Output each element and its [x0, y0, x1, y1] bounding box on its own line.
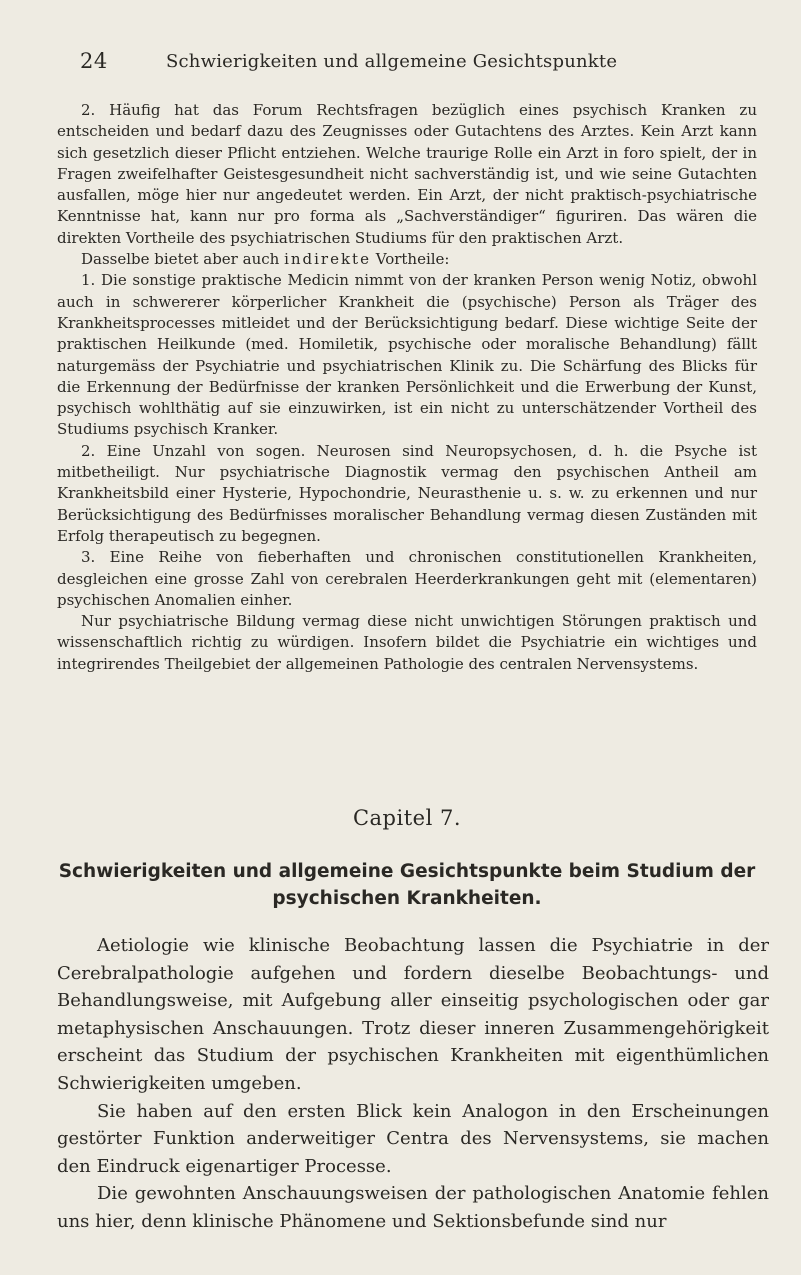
chapter-title-line-1: Schwierigkeiten und allgemeine Gesichtspunkte beim Studium der [58, 861, 756, 882]
paragraph-point-2: 2. Eine Unzahl von sogen. Neurosen sind Neuropsychosen, d. h. die Psyche ist mitbetheiligt. Nur psychiatrische Diagnostik vermag den psychischen Antheil am Krankheitsbild einer Hysterie, Hypochondrie, Neurasthenie u. s. w. zu erkennen und nur Berücksichtigung des Bedürfnisses moralischer Behandlung vermag diesen Zuständen mit Erfolg therapeutisch zu begegnen. [57, 441, 757, 545]
chapter-7-text [57, 932, 769, 1236]
page-number: 24 [80, 49, 108, 73]
paragraph-point-3: 3. Eine Reihe von fieberhaften und chronischen constitutionellen Krankheiten, desgleichen eine grosse Zahl von cerebralen Heerderkrankungen geht mit (elementaren) psychischen Anomalien einher. [57, 548, 757, 609]
chapter-heading: Capitel 7. [352, 806, 462, 830]
paragraph-conclusion: Nur psychiatrische Bildung vermag diese nicht unwichtigen Störungen praktisch und wissenschaftlich richtig zu würdigen. Insofern bildet die Psychiatrie ein wichtiges und integrirendes Theilgebiet der allgemeinen Pathologie des centralen Nervensystems. [57, 612, 757, 673]
running-title: Schwierigkeiten und allgemeine Gesichtspunkte [166, 51, 618, 72]
indirect-intro-end: Vortheile: [370, 250, 450, 269]
indirect-emphasis: indirekte [284, 250, 371, 269]
paragraph-point-1: 1. Die sonstige praktische Medicin nimmt von der kranken Person wenig Notiz, obwohl auch in schwererer körperlicher Krankheit die (psychische) Person als Träger des Krankheitsprocesses mitleidet und der Berücksichtigung bedarf. Diese wichtige Seite der praktischen Heilkunde (med. Homiletik, psychische oder moralische Behandlung) fällt naturgemäss der Psychiatrie und psychiatrischen Klinik zu. Die Schärfung des Blicks für die Erkennung der Bedürfnisse der kranken Persönlichkeit und die Erwerbung der Kunst, psychisch wohlthätig auf sie einzuwirken, ist ein nicht zu unterschätzender Vortheil des Studiums psychisch Kranker. [57, 271, 757, 439]
paragraph-analogon: Sie haben auf den ersten Blick kein Analogon in den Erscheinungen gestörter Funktion anderweitiger Centra des Nervensystems, sie machen den Eindruck eigenartiger Processe. [57, 1100, 769, 1177]
previous-chapter-text [57, 100, 757, 675]
chapter-title-line-2: psychischen Krankheiten. [272, 888, 542, 909]
page-header [50, 49, 750, 77]
paragraph-indirect-advantages [57, 249, 757, 270]
paragraph-forum: 2. Häufig hat das Forum Rechtsfragen bezüglich eines psychisch Kranken zu entscheiden und bedarf dazu des Zeugnisses oder Gutachtens des Arztes. Kein Arzt kann sich gesetzlich dieser Pflicht entziehen. Welche traurige Rolle ein Arzt in foro spielt, der in Fragen zweifelhafter Geistesgesundheit nicht sachverständig ist, und wie seine Gutachten ausfallen, möge hier nur angedeutet werden. Ein Arzt, der nicht praktisch-psychiatrische Kenntnisse hat, kann nur pro forma als „Sachverständiger“ figuriren. Das wären die direkten Vortheile des psychiatrischen Studiums für den praktischen Arzt. [57, 101, 757, 247]
paragraph-anatomie: Die gewohnten Anschauungsweisen der pathologischen Anatomie fehlen uns hier, denn klinische Phänomene und Sektionsbefunde sind nur [57, 1183, 769, 1232]
paragraph-aetiologie: Aetiologie wie klinische Beobachtung lassen die Psychiatrie in der Cerebralpathologie aufgehen und fordern dieselbe Beobachtungs- und Behandlungsweise, mit Aufgebung aller einseitig psychologischen oder gar metaphysischen Anschauungen. Trotz dieser inneren Zusammengehörigkeit erscheint das Studium der psychischen Krankheiten mit eigenthümlichen Schwierigkeiten umgeben. [57, 935, 769, 1094]
indirect-intro-text: Dasselbe bietet aber auch [81, 250, 285, 269]
chapter-title [57, 858, 757, 912]
